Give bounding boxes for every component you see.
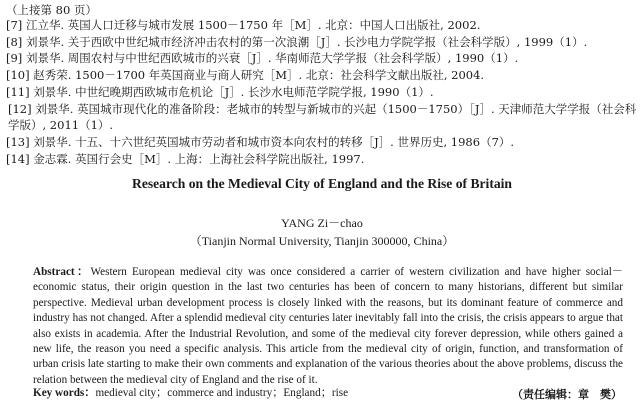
reference-item: [7] 江立华. 英国人口迁移与城市发展 1500－1750 年［M］. 北京：中国人口出版社, 2002. (6, 18, 481, 32)
reference-item: [14] 金志霖. 英国行会史［M］. 上海：上海社会科学院出版社, 1997. (6, 151, 365, 166)
reference-item: [13] 刘景华. 十五、十六世纪英国城市劳动者和城市资本向农村的转移［J］. 世界历史, 1986（7）. (6, 134, 515, 149)
abstract-paragraph (33, 265, 623, 388)
abstract-label: Abstract： (33, 266, 91, 278)
keywords-text: medieval city；commerce and industry；England；rise (95, 387, 349, 399)
abstract-text: Western European medieval city was once considered a carrier of western civilization and have higher social－economic status, their origin question in the last two centuries has been of concern to many historians, different but similar perspective. Medieval urban development process is closely linked with the reasons, but its dominant feature of commerce and industry has not changed. After a splendid medieval city centuries later inevitably fall into the crisis, the crisis appears to argue that also exists in academia. After the Industrial Revolution, and some of the medieval city forever depression, while others gained a new life, the reason you need a specific analysis. This article from the medieval city of origin, function, and transformation of urban crisis late starting to make their own comments and explanation of the various theories about the above problems, discuss the relation between the medieval city of England and the rise of it. (33, 266, 623, 386)
reference-item: [10] 赵秀荣. 1500－1700 年英国商业与商人研究［M］. 北京：社会科学文献出版社, 2004. (6, 68, 485, 83)
continuation-note: （上接第 80 页） (6, 3, 97, 17)
article-affiliation: （Tianjin Normal University, Tianjin 300000, China） (189, 234, 455, 248)
keywords-line (33, 386, 348, 401)
reference-item: [12] 刘景华. 英国城市现代化的准备阶段：老城市的转型与新城市的兴起（1500－1750）［J］. 天津师范大学学报（社会科学版）, 2011（1）. (8, 101, 637, 133)
keywords-label: Key words： (33, 387, 96, 399)
reference-item: [11] 刘景华. 中世纪晚期西欧城市危机论［J］. 长沙水电师范学院学报, 1990（1）. (6, 84, 434, 99)
reference-list (6, 17, 638, 167)
editor-note: （责任编辑：章 樊） (512, 388, 622, 401)
article-author: YANG Zi－chao (281, 216, 363, 230)
reference-item: [9] 刘景华. 周围农村与中世纪西欧城市的兴衰［J］. 华南师范大学学报（社会科学版）, 1990（1）. (6, 51, 519, 66)
reference-item: [8] 刘景华. 关于西欧中世纪城市经济冲击农村的第一次浪潮［J］. 长沙电力学院学报（社会科学版）, 1999（1）. (6, 34, 588, 49)
article-title: Research on the Medieval City of England and the Rise of Britain (132, 176, 512, 191)
